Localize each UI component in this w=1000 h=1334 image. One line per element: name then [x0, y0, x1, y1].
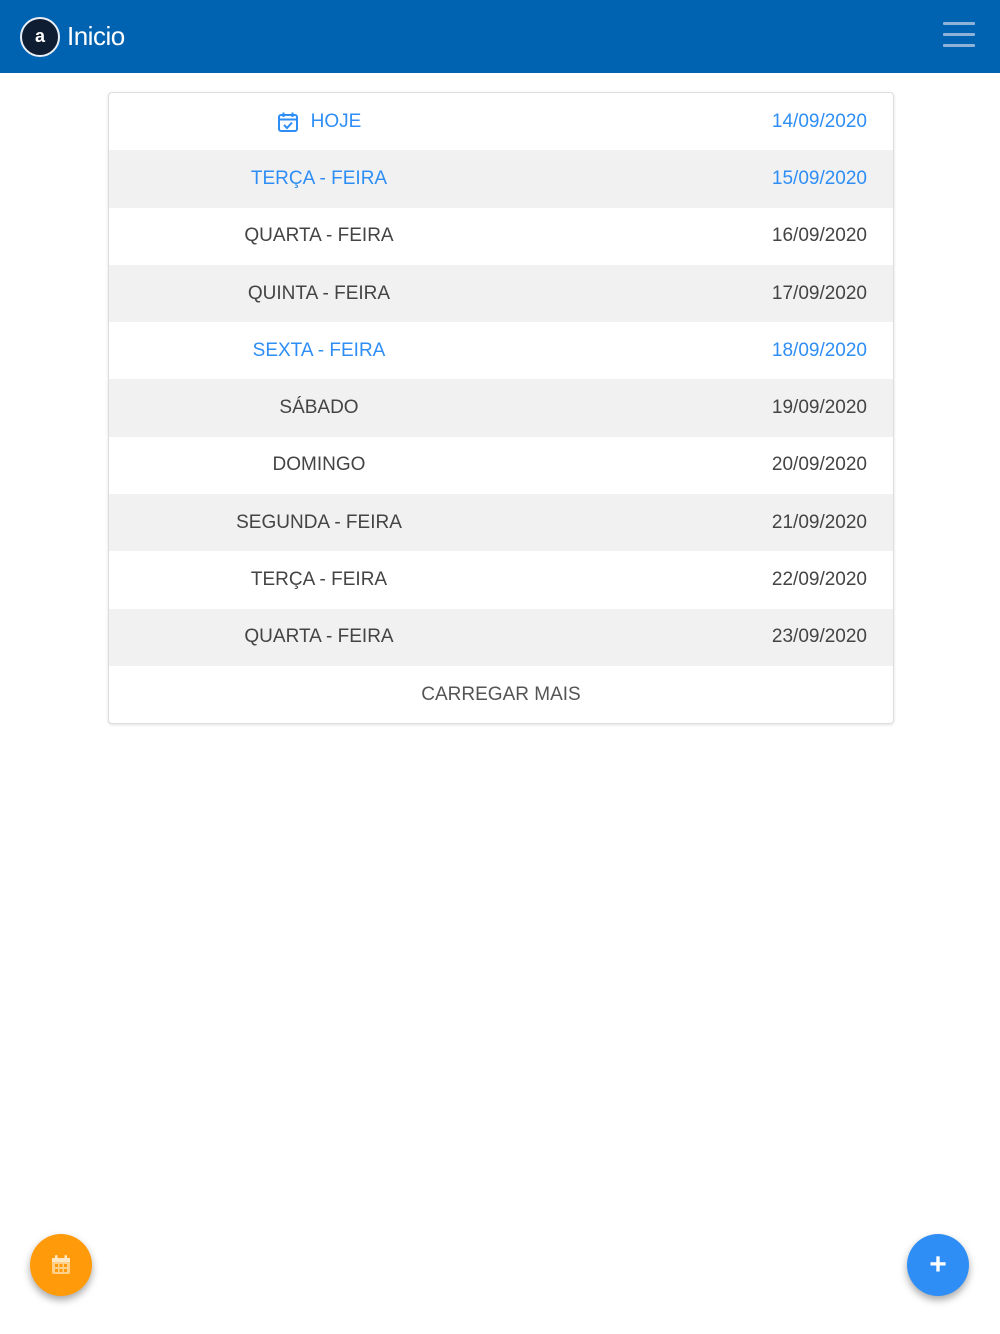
day-label-cell	[109, 283, 529, 305]
day-row[interactable]	[109, 265, 893, 322]
day-label-cell	[109, 569, 529, 591]
calendar-icon	[50, 1254, 72, 1276]
day-date: 16/09/2020	[771, 225, 867, 247]
day-row[interactable]	[109, 551, 893, 608]
day-label: QUINTA - FEIRA	[247, 282, 391, 304]
day-label: SEGUNDA - FEIRA	[236, 511, 402, 533]
day-date: 20/09/2020	[771, 454, 867, 476]
page-title: Inicio	[67, 21, 125, 51]
day-row[interactable]	[109, 437, 893, 494]
plus-icon: +	[929, 1248, 947, 1281]
day-label-cell	[109, 340, 529, 362]
day-label: DOMINGO	[272, 454, 366, 476]
day-date: 19/09/2020	[771, 397, 867, 419]
day-date: 23/09/2020	[771, 626, 867, 648]
day-row[interactable]	[109, 93, 893, 150]
day-date: 17/09/2020	[771, 282, 867, 304]
day-row[interactable]	[109, 322, 893, 379]
day-row[interactable]	[109, 379, 893, 436]
day-label: QUARTA - FEIRA	[244, 225, 394, 247]
add-fab-button[interactable]	[907, 1234, 969, 1296]
day-label: SÁBADO	[279, 397, 359, 419]
app-logo	[20, 17, 60, 57]
day-row[interactable]	[109, 609, 893, 666]
day-row[interactable]	[109, 150, 893, 207]
hamburger-menu-icon[interactable]	[943, 22, 975, 50]
day-label-cell	[109, 626, 529, 648]
day-label: QUARTA - FEIRA	[244, 626, 394, 648]
app-header	[0, 0, 1000, 73]
day-label-cell	[109, 168, 529, 190]
calendar-fab-button[interactable]	[30, 1234, 92, 1296]
day-date: 22/09/2020	[771, 569, 867, 591]
day-label-cell	[109, 512, 529, 534]
day-label-cell	[109, 454, 529, 476]
day-date: 18/09/2020	[771, 339, 867, 361]
day-row[interactable]	[109, 208, 893, 265]
day-label: TERÇA - FEIRA	[250, 569, 388, 591]
day-date: 21/09/2020	[771, 511, 867, 533]
day-label: SEXTA - FEIRA	[252, 339, 386, 361]
load-more-button[interactable]: CARREGAR MAIS	[421, 683, 581, 705]
day-label: TERÇA - FEIRA	[250, 167, 388, 189]
calendar-check-icon	[277, 111, 299, 133]
logo-letter: a	[34, 26, 45, 46]
day-date: 15/09/2020	[771, 167, 867, 189]
day-row[interactable]	[109, 494, 893, 551]
day-label-cell	[109, 225, 529, 247]
day-label-cell	[109, 397, 529, 419]
day-date: 14/09/2020	[771, 110, 867, 132]
day-label-cell	[109, 111, 529, 133]
day-list-card	[108, 92, 894, 724]
day-label: HOJE	[310, 110, 362, 132]
